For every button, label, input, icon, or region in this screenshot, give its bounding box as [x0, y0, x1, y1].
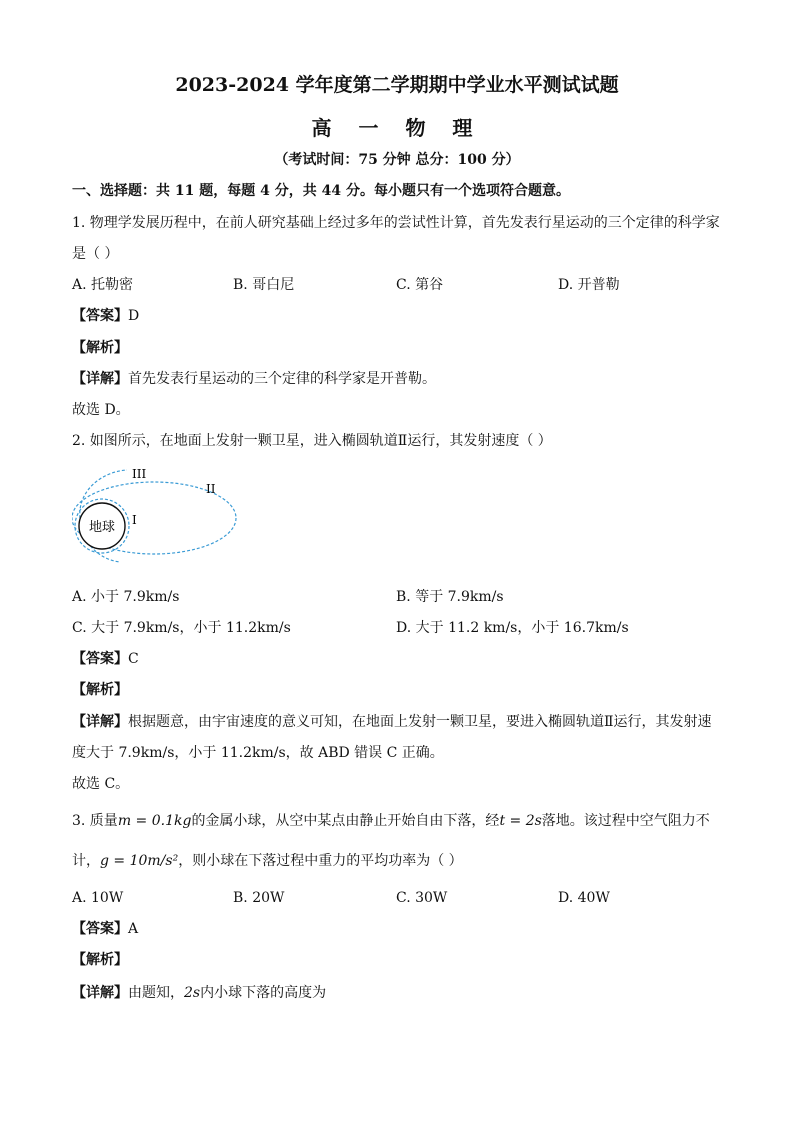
orbit-i-label: I	[132, 513, 137, 527]
q2-stem: 2. 如图所示，在地面上发射一颗卫星，进入椭圆轨道Ⅱ运行，其发射速度（ ）	[72, 433, 552, 449]
q1-answer-row	[72, 306, 139, 326]
earth-label: 地球	[88, 520, 116, 535]
q1-option-a: A. 托勒密	[72, 277, 134, 293]
q2-detail-line2: 度大于 7.9km/s，小于 11.2km/s，故 ABD 错误 C 正确。	[72, 745, 444, 761]
q1-option-b: B. 哥白尼	[233, 277, 295, 293]
section-heading: 一、选择题：共 11 题，每题 4 分，共 44 分。每小题只有一个选项符合题意。	[72, 183, 570, 199]
q1-conclusion: 故选 D。	[72, 402, 130, 418]
q3-stem-text-c: 落地。该过程中空气阻力不	[541, 813, 710, 829]
q1-option-d: D. 开普勒	[558, 277, 620, 293]
q3-stem-text-a: 3. 质量	[72, 813, 118, 829]
q3-option-d: D. 40W	[558, 890, 610, 906]
q3-option-b: B. 20W	[233, 890, 285, 906]
orbit-ii-label: II	[206, 482, 216, 496]
q3-mass-formula: m = 0.1kg	[117, 813, 192, 829]
q2-option-d: D. 大于 11.2 km/s，小于 16.7km/s	[396, 620, 629, 636]
q1-stem-line2: 是（ ）	[72, 246, 119, 262]
q2-option-b: B. 等于 7.9km/s	[396, 589, 504, 605]
answer-tag: 【答案】	[72, 921, 128, 937]
subject-title: 高 一 物 理	[311, 116, 483, 140]
q2-option-c: C. 大于 7.9km/s，小于 11.2km/s	[72, 620, 291, 636]
exam-info: （考试时间：75 分钟 总分：100 分）	[274, 152, 520, 168]
q3-answer: A	[128, 921, 139, 937]
q3-detail-text-a: 由题知，	[128, 985, 184, 1001]
q2-answer-row	[72, 649, 139, 669]
q2-option-a: A. 小于 7.9km/s	[72, 589, 180, 605]
q1-analysis-tag: 【解析】	[72, 340, 128, 356]
q1-stem-line1: 1. 物理学发展历程中，在前人研究基础上经过多年的尝试性计算，首先发表行星运动的三个定律的科学家	[72, 215, 720, 231]
exam-title: 2023-2024 学年度第二学期期中学业水平测试试题	[175, 74, 619, 96]
answer-tag: 【答案】	[72, 651, 128, 667]
q2-detail-row1	[72, 712, 712, 732]
orbit-diagram	[72, 462, 252, 574]
q3-analysis-tag: 【解析】	[72, 952, 128, 968]
q3-gravity-formula: g = 10m/s²	[100, 853, 179, 869]
q1-detail: 首先发表行星运动的三个定律的科学家是开普勒。	[128, 371, 436, 387]
detail-tag: 【详解】	[72, 371, 128, 387]
q2-answer: C	[128, 651, 139, 667]
q3-option-c: C. 30W	[396, 890, 448, 906]
q1-option-c: C. 第谷	[396, 277, 444, 293]
q1-detail-row	[72, 369, 436, 389]
q3-stem-text-e: ，则小球在下落过程中重力的平均功率为（ ）	[178, 853, 463, 869]
q3-stem-line1	[72, 811, 710, 831]
q3-answer-row	[72, 919, 138, 939]
answer-tag: 【答案】	[72, 308, 128, 324]
q3-stem-text-d: 计，	[72, 853, 100, 869]
detail-tag: 【详解】	[72, 714, 128, 730]
q3-stem-text-b: 的金属小球，从空中某点由静止开始自由下落，经	[191, 813, 500, 829]
q3-option-a: A. 10W	[72, 890, 124, 906]
q3-detail-row	[72, 983, 326, 1003]
q2-conclusion: 故选 C。	[72, 776, 130, 792]
q3-detail-time: 2s	[184, 985, 201, 1001]
orbit-iii-label: III	[132, 467, 147, 481]
q3-stem-line2	[72, 851, 463, 871]
q3-detail-text-b: 内小球下落的高度为	[200, 985, 327, 1001]
q3-time-formula: t = 2s	[499, 813, 542, 829]
q2-detail-line1: 根据题意，由宇宙速度的意义可知，在地面上发射一颗卫星，要进入椭圆轨道Ⅱ运行，其发射速	[128, 714, 712, 730]
q1-answer: D	[128, 308, 140, 324]
detail-tag: 【详解】	[72, 985, 128, 1001]
q2-analysis-tag: 【解析】	[72, 682, 128, 698]
